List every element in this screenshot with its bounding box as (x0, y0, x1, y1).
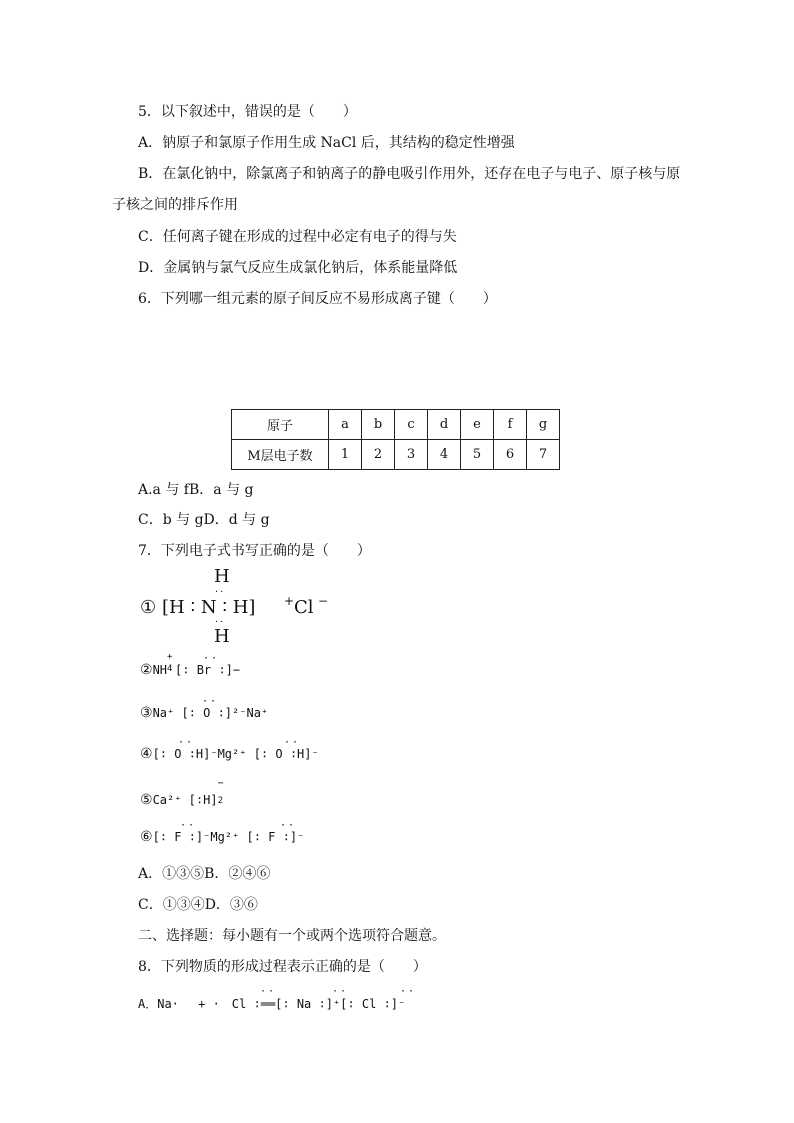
formula-2-charge: + (167, 652, 173, 662)
formula-6-number: ⑥ (140, 829, 153, 845)
formula-1-cl: Cl (294, 597, 314, 618)
bond-dots: ·· (260, 986, 277, 997)
formula-5-text: Ca²⁺ [∶H] (152, 793, 218, 807)
q5-option-b-line2: 子核之间的排斥作用 (112, 197, 238, 213)
formula-3-number: ③ (140, 705, 153, 721)
q6-options-ab: A.a 与 fB．a 与 g (138, 482, 254, 498)
electron-table (231, 409, 560, 470)
q6-options-cd: C．b 与 gD．d 与 g (138, 512, 270, 528)
formula-5 (140, 778, 226, 814)
bond-dots: ·· (284, 737, 301, 748)
table-cell: d (428, 410, 461, 440)
table-cell: a (329, 410, 362, 440)
formula-2-subscript: 4 (167, 664, 173, 674)
formula-6 (140, 820, 305, 853)
bond-dots: ·· (203, 653, 220, 664)
q5-option-c: C．任何离子键在形成的过程中必定有电子的得与失 (138, 229, 457, 245)
q5-option-d: D．金属钠与氯气反应生成氯化钠后，体系能量降低 (138, 260, 458, 276)
table-cell: b (362, 410, 395, 440)
formula-1-body: [H ∶ N ∶ H] (162, 597, 256, 618)
formula-3 (140, 696, 269, 729)
table-cell: 7 (527, 440, 560, 470)
formula-3-text: Na⁺ [∶ O ∶]²⁻Na⁺ (152, 706, 269, 720)
table-header-atom: 原子 (232, 410, 329, 440)
bond-dots: ·· (400, 986, 417, 997)
formula-4-number: ④ (140, 746, 153, 762)
formula-2-script (167, 652, 175, 674)
formula-2 (140, 652, 241, 684)
table-cell: e (461, 410, 494, 440)
section-2-heading: 二、选择题：每小题有一个或两个选项符合题意。 (138, 928, 446, 944)
formula-2-br: [∶ Br ∶] (175, 663, 233, 677)
bond-dots: ·· (202, 696, 219, 707)
formula-1-bottom-h: H (214, 626, 230, 647)
table-cell: 5 (461, 440, 494, 470)
q8-stem: 8．下列物质的形成过程表示正确的是（ ） (138, 959, 427, 975)
q5-option-a: A．钠原子和氯原子作用生成 NaCl 后，其结构的稳定性增强 (138, 135, 515, 151)
formula-2-number: ② (140, 662, 153, 678)
formula-5-number: ⑤ (140, 792, 153, 808)
bond-dots: ·· (215, 587, 226, 598)
table-header-electrons: M层电子数 (232, 440, 329, 470)
table-cell: 1 (329, 440, 362, 470)
q5-stem: 5．以下叙述中，错误的是（ ） (138, 104, 357, 120)
table-cell: g (527, 410, 560, 440)
q8-option-a-text: A．Na· + · Cl ∶══[∶ Na ∶]⁺[∶ Cl ∶]⁻ (138, 997, 406, 1011)
bond-dots: ·· (215, 617, 226, 628)
q7-stem: 7．下列电子式书写正确的是（ ） (138, 543, 371, 559)
formula-4 (140, 737, 319, 770)
q7-options-cd: C．①③④D．③⑥ (138, 897, 258, 913)
table-cell: c (395, 410, 428, 440)
formula-2-end: − (232, 663, 241, 677)
formula-1-cl-charge: − (318, 594, 329, 608)
formula-1-top-h: H (214, 566, 230, 587)
table-cell: 2 (362, 440, 395, 470)
q6-stem: 6．下列哪一组元素的原子间反应不易形成离子键（ ） (138, 291, 497, 307)
q7-options-ab: A．①③⑤B．②④⑥ (138, 866, 271, 882)
formula-6-text: [∶ F ∶]⁻Mg²⁺ [∶ F ∶]⁻ (152, 830, 305, 844)
formula-5-script (217, 778, 226, 806)
q5-option-b-line1: B．在氯化钠中，除氯离子和钠离子的静电吸引作用外，还存在电子与电子、原子核与原 (138, 166, 681, 182)
table-row (232, 410, 560, 440)
bond-dots: ·· (180, 820, 197, 831)
formula-1-charge: + (284, 594, 295, 608)
bond-dots: ·· (332, 986, 349, 997)
formula-1-number: ① (140, 597, 157, 618)
bond-dots: ·· (178, 737, 195, 748)
formula-2-nh: NH (152, 663, 168, 677)
bond-dots: ·· (280, 820, 297, 831)
table-cell: 6 (494, 440, 527, 470)
formula-4-text: [∶ O ∶H]⁻Mg²⁺ [∶ O ∶H]⁻ (152, 747, 319, 761)
table-cell: f (494, 410, 527, 440)
table-row (232, 440, 560, 470)
table-cell: 3 (395, 440, 428, 470)
formula-5-charge: − (217, 778, 224, 789)
formula-1 (140, 566, 360, 652)
formula-5-subscript: 2 (217, 796, 224, 806)
q8-option-a (138, 986, 417, 1019)
table-cell: 4 (428, 440, 461, 470)
